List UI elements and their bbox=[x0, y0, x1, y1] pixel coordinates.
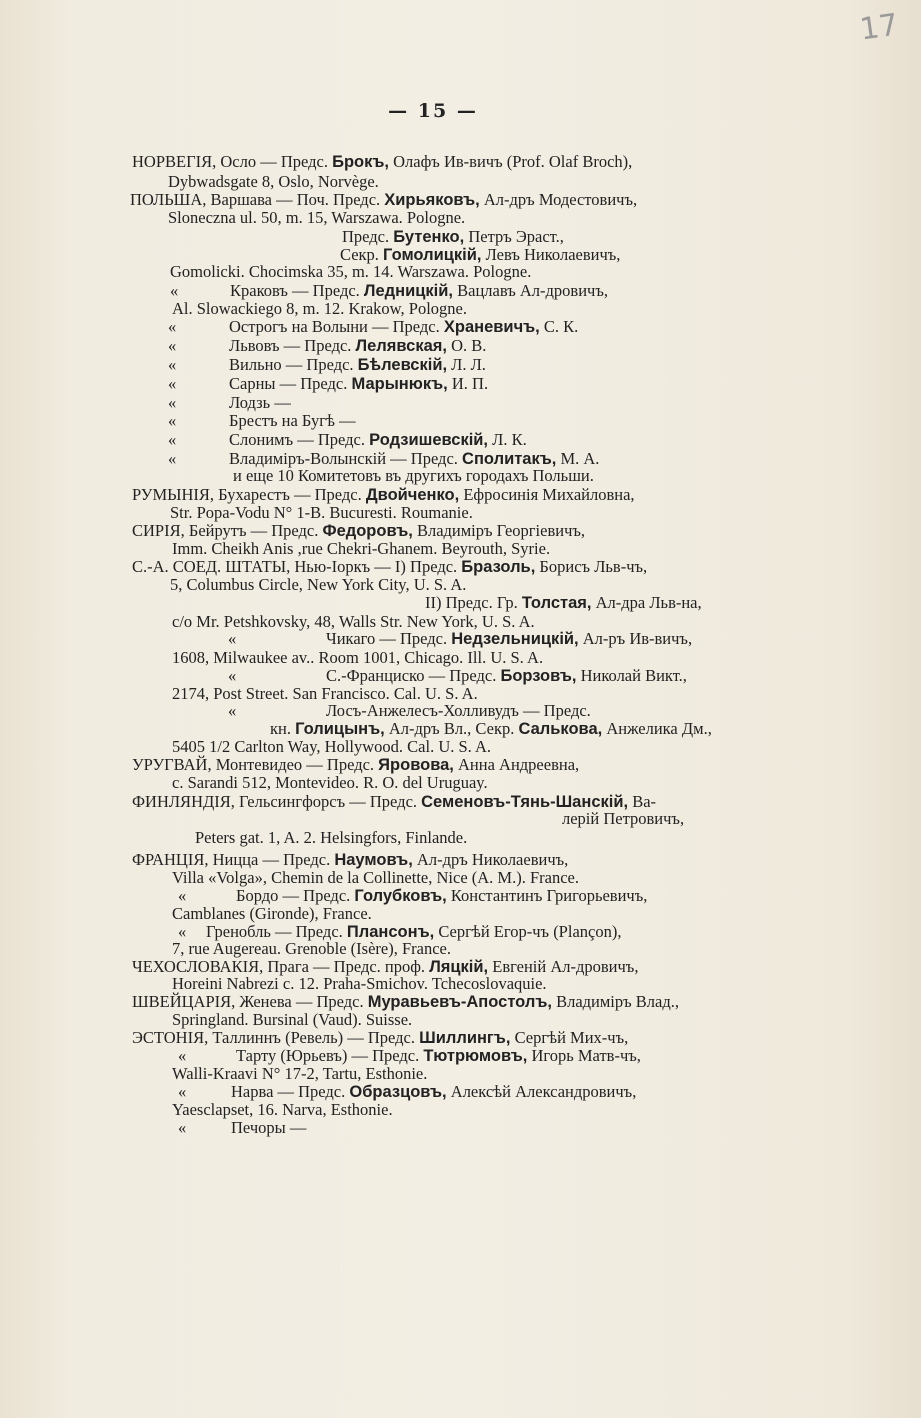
entry-line: Camblanes (Gironde), France. bbox=[172, 904, 372, 923]
entry-line: Al. Slowackiego 8, m. 12. Krakow, Pologne. bbox=[172, 299, 467, 318]
entry-line: « Слонимъ — Предс. Родзишевскій, Л. К. bbox=[168, 430, 527, 449]
entry-line: « Вильно — Предс. Бѣлевскій, Л. Л. bbox=[168, 355, 486, 374]
entry-line: « Острогъ на Волыни — Предс. Храневичъ, С. К. bbox=[168, 317, 579, 336]
entry-line: « Сарны — Предс. Марынюкъ, И. П. bbox=[168, 374, 489, 393]
entry-line: и еще 10 Комитетовъ въ другихъ городахъ Польши. bbox=[233, 466, 594, 485]
entry-line: « Бордо — Предс. Голубковъ, Константинъ Григорьевичъ, bbox=[178, 886, 648, 905]
entry-line: Str. Popa-Vodu N° 1-B. Bucuresti. Roumanie. bbox=[170, 503, 473, 522]
entry-line: « Львовъ — Предс. Лелявская, О. В. bbox=[168, 336, 487, 355]
entry-line: кн. Голицынъ, Ал-дръ Вл., Секр. Салькова, Анжелика Дм., bbox=[270, 719, 712, 738]
entry-line: 2174, Post Street. San Francisco. Cal. U. S. A. bbox=[172, 684, 478, 703]
entry-line: « Нарва — Предс. Образцовъ, Алексѣй Александровичъ, bbox=[178, 1082, 637, 1101]
entry-line: Секр. Гомолицкій, Левъ Николаевичъ, bbox=[340, 245, 621, 264]
entry-line: c. Sarandi 512, Montevideo. R. O. del Uruguay. bbox=[172, 773, 488, 792]
entry-line: 5, Columbus Circle, New York City, U. S. A. bbox=[170, 575, 467, 594]
entry-line: НОРВЕГІЯ, Осло — Предс. Брокъ, Олафъ Ив-вичъ (Prof. Olaf Broch), bbox=[132, 152, 633, 171]
entry-line: Imm. Cheikh Anis ,rue Chekri-Ghanem. Beyrouth, Syrie. bbox=[172, 539, 551, 558]
entry-line: УРУГВАЙ, Монтевидео — Предс. Яровова, Анна Андреевна, bbox=[132, 755, 580, 774]
entry-line: « Брестъ на Бугѣ — bbox=[168, 411, 356, 430]
entry-line: Gomolicki. Chocimska 35, m. 14. Warszawa. Pologne. bbox=[170, 262, 532, 281]
entry-line: Sloneczna ul. 50, m. 15, Warszawa. Pologne. bbox=[168, 208, 466, 227]
entry-line: лерій Петровичъ, bbox=[562, 809, 685, 828]
entry-line: « Краковъ — Предс. Ледницкій, Вацлавъ Ал-дровичъ, bbox=[170, 281, 608, 300]
entry-line: Villa «Volga», Chemin de la Collinette, Nice (A. M.). France. bbox=[172, 868, 579, 887]
entry-line: Walli-Kraavi N° 17-2, Tartu, Esthonie. bbox=[172, 1064, 428, 1083]
entry-line: Horeini Nabrezi c. 12. Praha-Smichov. Tchecoslovaquie. bbox=[172, 974, 547, 993]
entry-line: « Владиміръ-Волынскій — Предс. Сполитакъ, М. А. bbox=[168, 449, 600, 468]
entry-line: ПОЛЬША, Варшава — Поч. Предс. Хирьяковъ, Ал-дръ Модестовичъ, bbox=[130, 190, 638, 209]
entry-line: 1608, Milwaukee av.. Room 1001, Chicago. Ill. U. S. A. bbox=[172, 648, 544, 667]
page-number: — 15 — bbox=[388, 100, 478, 122]
entry-line: 7, rue Augereau. Grenoble (Isère), France. bbox=[172, 939, 451, 958]
entry-line: « Тарту (Юрьевъ) — Предс. Тютрюмовъ, Игорь Матв-чъ, bbox=[178, 1046, 641, 1065]
entry-line: РУМЫНІЯ, Бухарестъ — Предс. Двойченко, Ефросинія Михайловна, bbox=[132, 485, 635, 504]
entry-line: Springland. Bursinal (Vaud). Suisse. bbox=[172, 1010, 413, 1029]
entry-line: ФРАНЦІЯ, Ницца — Предс. Наумовъ, Ал-дръ Николаевичъ, bbox=[132, 850, 569, 869]
entry-line: « Лосъ-Анжелесъ-Холливудъ — Предс. bbox=[228, 701, 591, 720]
entry-line: Peters gat. 1, A. 2. Helsingfors, Finlande. bbox=[195, 828, 468, 847]
entry-line: Yaesclapset, 16. Narva, Esthonie. bbox=[172, 1100, 393, 1119]
entry-line: « Печоры — bbox=[178, 1118, 307, 1137]
entry-line: c/o Mr. Petshkovsky, 48, Walls Str. New York, U. S. A. bbox=[172, 612, 535, 631]
entry-line: ШВЕЙЦАРІЯ, Женева — Предс. Муравьевъ-Апостолъ, Владиміръ Влад., bbox=[132, 992, 680, 1011]
entry-line: СИРІЯ, Бейрутъ — Предс. Федоровъ, Владиміръ Георгіевичъ, bbox=[132, 521, 586, 540]
entry-line: « Гренобль — Предс. Плансонъ, Сергѣй Егор-чъ (Plançon), bbox=[178, 922, 622, 941]
handwritten-page-number: 17 bbox=[857, 7, 901, 48]
entry-line: 5405 1/2 Carlton Way, Hollywood. Cal. U. S. A. bbox=[172, 737, 492, 756]
entry-line: ЭСТОНІЯ, Таллиннъ (Ревель) — Предс. Шиллингъ, Сергѣй Мих-чъ, bbox=[132, 1028, 629, 1047]
entry-line: Предс. Бутенко, Петръ Эраст., bbox=[342, 227, 564, 246]
entry-line: С.-А. СОЕД. ШТАТЫ, Нью-Іоркъ — I) Предс. Бразоль, Борисъ Льв-чъ, bbox=[132, 557, 648, 576]
entry-line: ФИНЛЯНДІЯ, Гельсингфорсъ — Предс. Семеновъ-Тянь-Шанскій, Ва- bbox=[132, 792, 657, 811]
entry-line: « Чикаго — Предс. Недзельницкій, Ал-ръ Ив-вичъ, bbox=[228, 629, 693, 648]
entry-line: ЧЕХОСЛОВАКІЯ, Прага — Предс. проф. Ляцкій, Евгеній Ал-дровичъ, bbox=[132, 957, 639, 976]
entry-line: II) Предс. Гр. Толстая, Ал-дра Льв-на, bbox=[425, 593, 702, 612]
entry-line: Dybwadsgate 8, Oslo, Norvège. bbox=[168, 172, 379, 191]
entry-line: « С.-Франциско — Предс. Борзовъ, Николай Викт., bbox=[228, 666, 687, 685]
entry-line: « Лодзь — bbox=[168, 393, 291, 412]
